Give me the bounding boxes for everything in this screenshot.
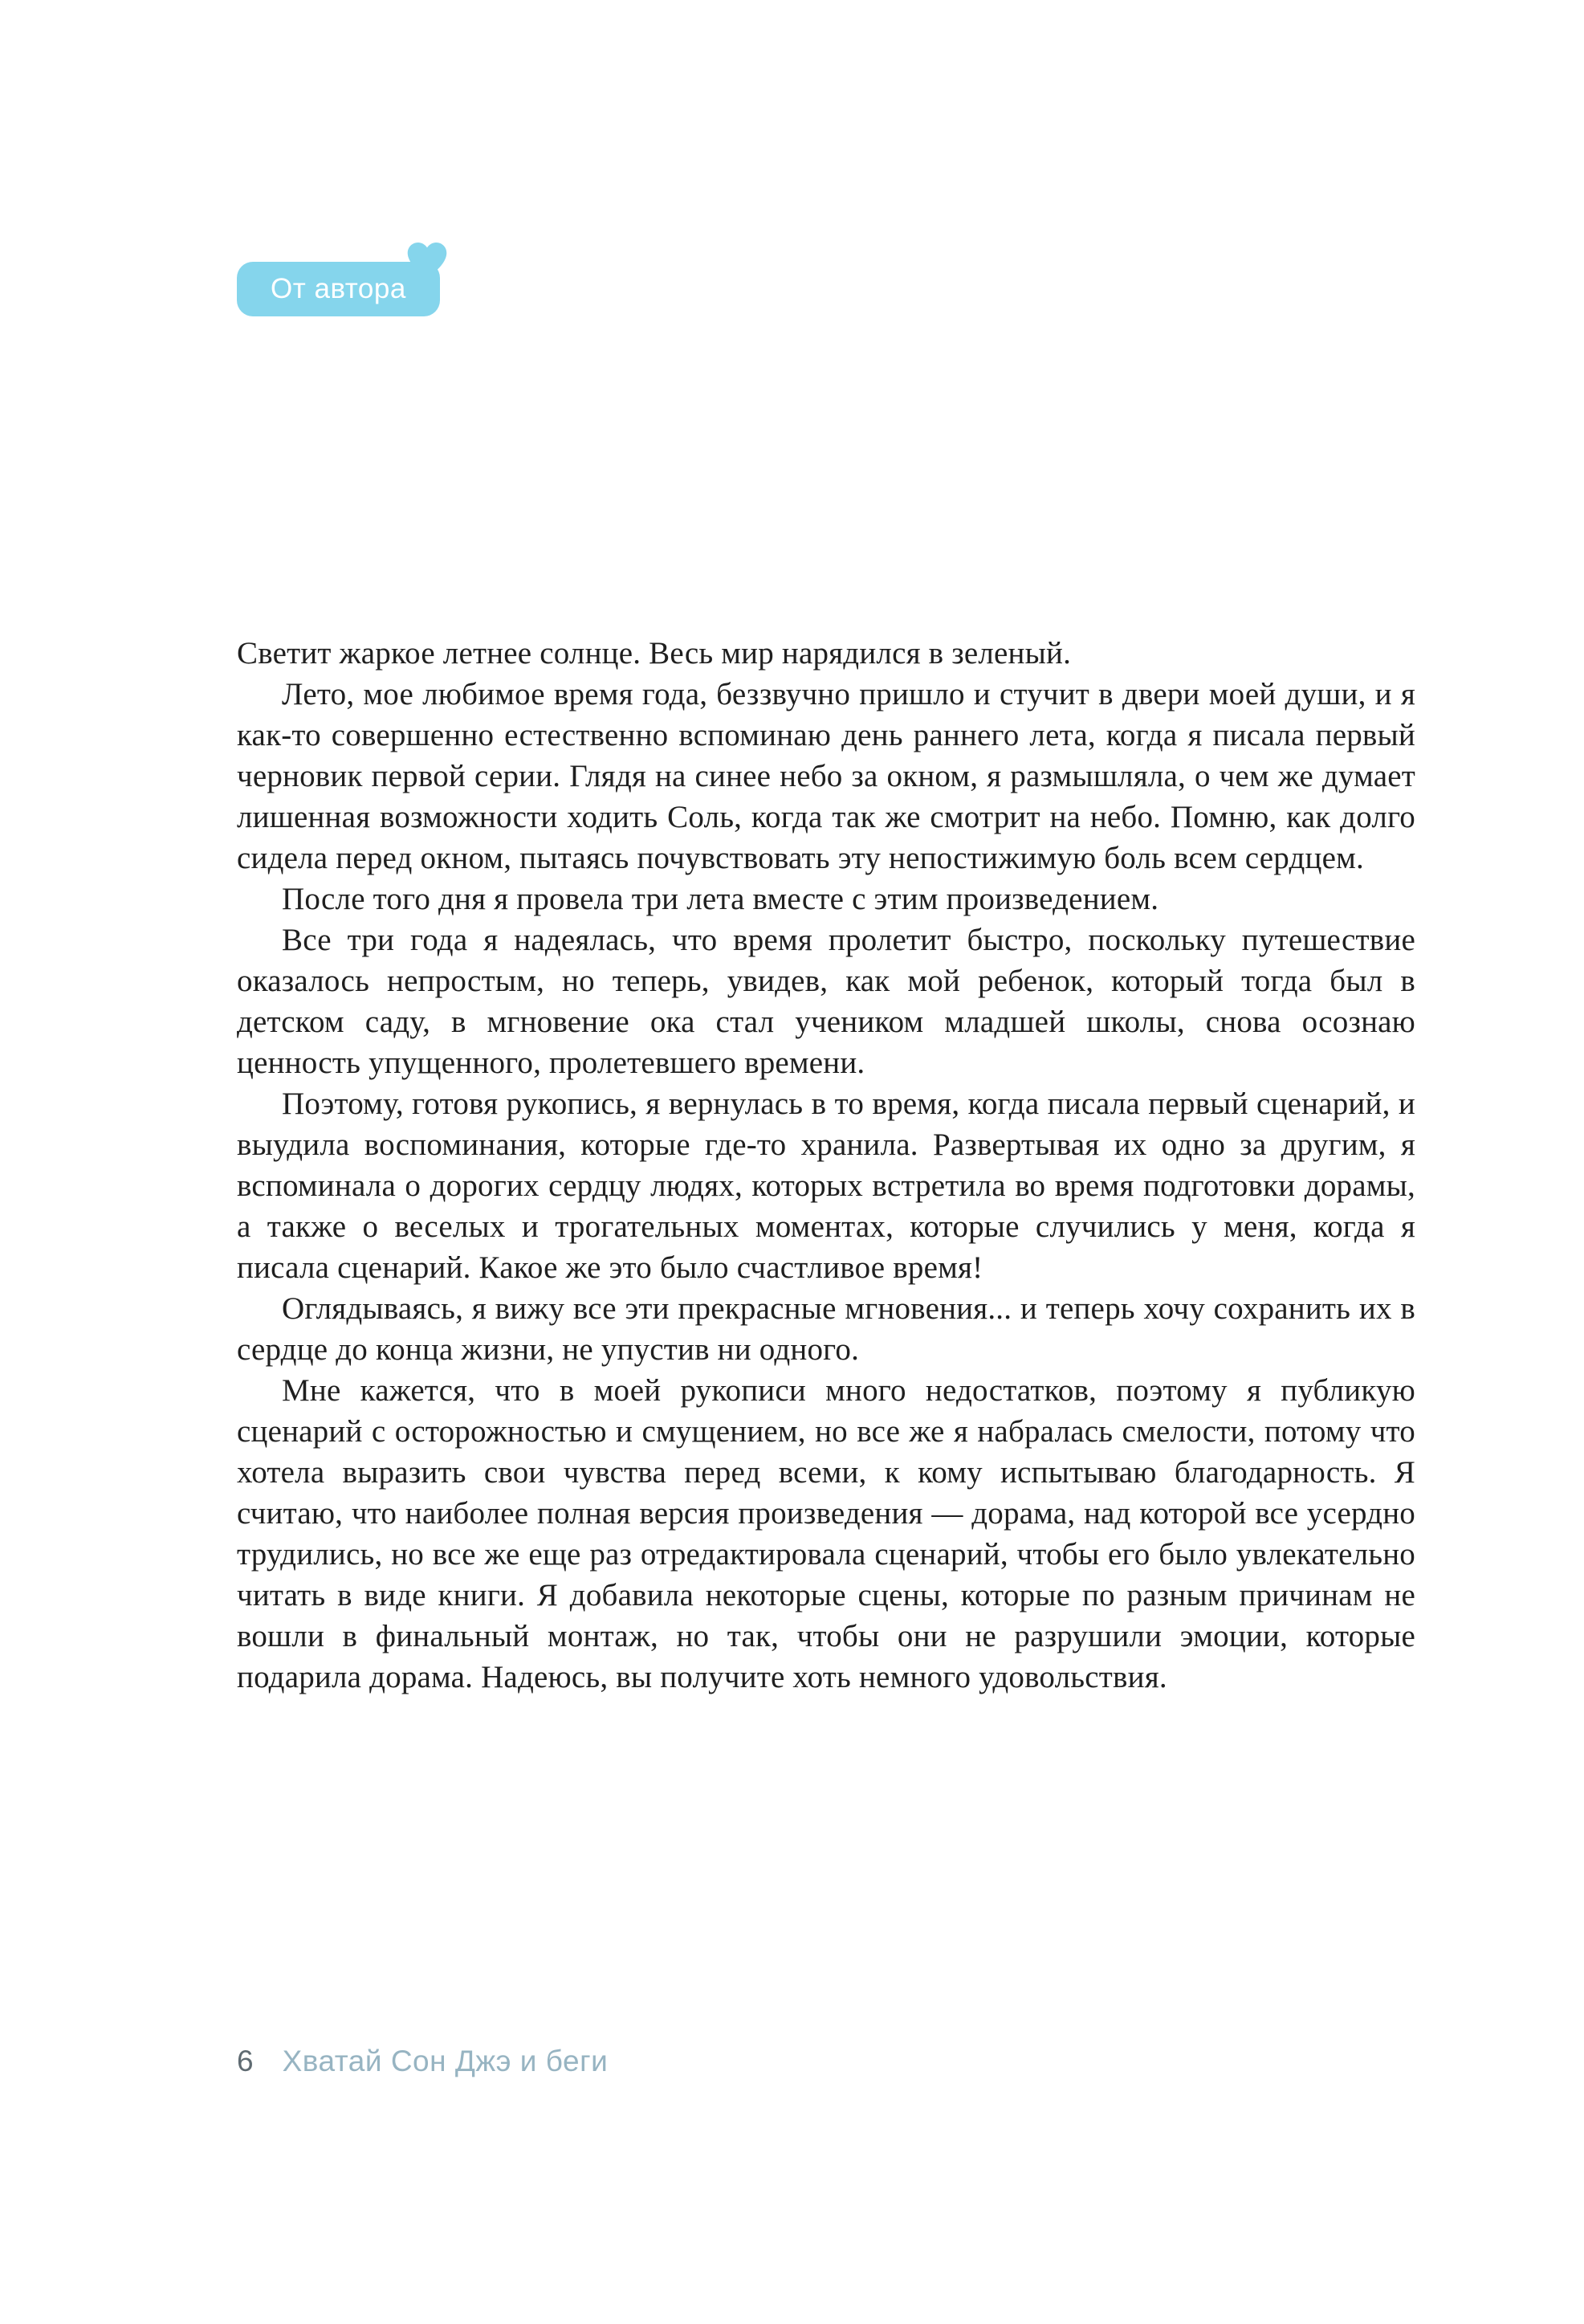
paragraph: Поэтому, готовя рукопись, я вернулась в то время, когда писала первый сценарий, и выудила воспоминания, которые где-то хранила. Развертывая их одно за другим, я вспоминала о дорогих сердцу людях, которых встретила во время подготовки дорамы, а также о веселых и трогательных моментах, которые случились у меня, когда я писала сценарий. Какое же это было счастливое время! [237, 1087, 1415, 1285]
badge-label: От автора [237, 262, 440, 316]
paragraph: Светит жаркое летнее солнце. Весь мир нарядился в зеленый. [237, 636, 1072, 671]
paragraph: Все три года я надеялась, что время пролетит быстро, поскольку путешествие оказалось непростым, но теперь, увидев, как мой ребенок, который тогда был в детском саду, в мгновение ока стал учеником младшей школы, снова осознаю ценность упущенного, пролетевшего времени. [237, 923, 1415, 1080]
paragraph: После того дня я провела три лета вместе с этим произведением. [282, 882, 1159, 916]
running-title: Хватай Сон Джэ и беги [282, 2045, 609, 2077]
paragraph: Оглядываясь, я вижу все эти прекрасные мгновения... и теперь хочу сохранить их в сердце до конца жизни, не упустив ни одного. [237, 1291, 1415, 1367]
page-footer [237, 2044, 1415, 2079]
paragraph: Мне кажется, что в моей рукописи много недостатков, поэтому я публикую сценарий с осторожностью и смущением, но все же я набралась смелости, потому что хотела выразить свои чувства перед всеми, к кому испытываю благодарность. Я считаю, что наиболее полная версия произведения — дорама, над которой все усердно трудились, но все же еще раз отредактировала сценарий, чтобы его было увлекательно читать в виде книги. Я добавила некоторые сцены, которые по разным причинам не вошли в финальный монтаж, но так, чтобы они не разрушили эмоции, которые подарила дорама. Надеюсь, вы получите хоть немного удовольствия. [237, 1373, 1415, 1694]
page-number: 6 [237, 2045, 254, 2077]
paragraph: Лето, мое любимое время года, беззвучно пришло и стучит в двери моей души, и я как-то совершенно естественно вспоминаю день раннего лета, когда я писала первый черновик первой серии. Глядя на синее небо за окном, я размышляла, о чем же думает лишенная возможности ходить Соль, когда так же смотрит на небо. Помню, как долго сидела перед окном, пытаясь почувствовать эту непостижимую боль всем сердцем. [237, 677, 1415, 875]
author-note-badge [237, 262, 440, 316]
author-note-text [237, 633, 1415, 1698]
